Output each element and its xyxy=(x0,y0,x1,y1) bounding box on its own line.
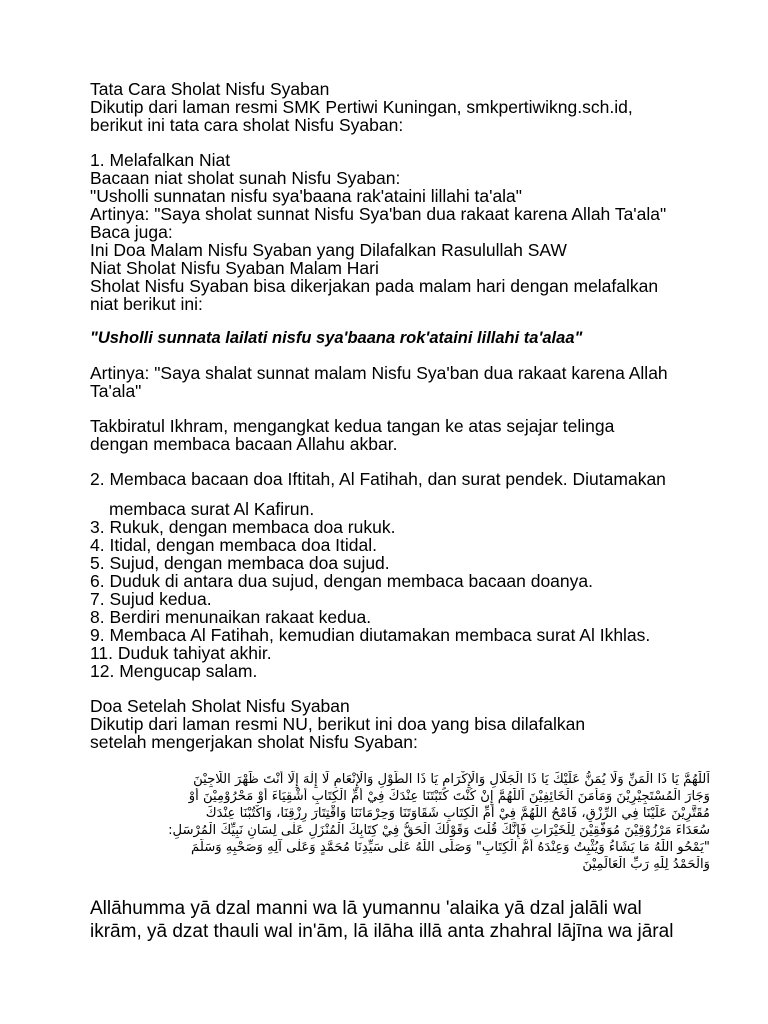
step-item: 9. Membaca Al Fatihah, kemudian diutamakan membaca surat Al Ikhlas. xyxy=(90,625,651,645)
step-item: 12. Mengucap salam. xyxy=(90,661,258,681)
arabic-line: "يَمْحُو اللّٰهُ مَا يَشَاءُ وَيُثْبِتُ وَعِنْدَهُ أُمُّ الْكِتَابِ" وَصَلَّى اللّٰهُ عَلٰى سَيِّدِنَا مُحَمَّدٍ وَعَلٰى آلِهِ وَصَحْبِهِ وَسَلَّمَ xyxy=(191,840,710,855)
step-item: 3. Rukuk, dengan membaca doa rukuk. xyxy=(90,517,396,537)
paragraph-line: Sholat Nisfu Syaban bisa dikerjakan pada malam hari dengan melafalkan xyxy=(90,276,659,296)
arabic-line: مُقَتَّرِيْنَ عَلَيْنَا فِي الرِّزْقِ، فَامْحُ اللّٰهُمَّ فِيْ أُمِّ الْكِتَابِ شَقَاوَتَنَا وَحِرْمَانَنَا وَاقْتِتَارَ رِزْقِنَا، وَاكْتُبْنَا عِنْدَكَ xyxy=(205,806,710,821)
step-item: 5. Sujud, dengan membaca doa sujud. xyxy=(90,553,390,573)
paragraph-line: Ta'ala" xyxy=(90,381,142,401)
arabic-prayer-text xyxy=(90,771,710,873)
niat-italic-text: "Usholli sunnata lailati nisfu sya'baana rok'ataini lillahi ta'alaa" xyxy=(90,329,583,347)
section-title-doa: Doa Setelah Sholat Nisfu Syaban xyxy=(90,696,350,716)
intro-text: Dikutip dari laman resmi SMK Pertiwi Kuningan, smkpertiwikng.sch.id, xyxy=(90,97,633,117)
paragraph-line: niat berikut ini: xyxy=(90,294,203,314)
step-item: 8. Berdiri menunaikan rakaat kedua. xyxy=(90,607,372,627)
arabic-line: وَجَارَ الْمُسْتَجِيْرِيْنَ وَمَأْمَنَ الْخَائِفِيْنَ اَللّٰهُمَّ إِنْ كُنْتَ كَتَبْتَنَا عِنْدَكَ فِيْ أُمِّ الْكِتَابِ أَشْقِيَاءَ أَوْ مَحْرُوْمِيْنَ أَوْ xyxy=(188,789,710,804)
paragraph-line: Baca juga: xyxy=(90,222,173,242)
paragraph-line: "Usholli sunnatan nisfu sya'baana rak'ataini lillahi ta'ala" xyxy=(90,186,523,206)
document-page xyxy=(90,80,730,943)
arabic-line: وَالْحَمْدُ لِلّٰهِ رَبِّ الْعَالَمِيْنَ xyxy=(582,857,710,872)
arabic-line: سُعَدَاءَ مَرْزُوْقِيْنَ مُوَفَّقِيْنَ لِلْخَيْرَاتِ فَإِنَّكَ قُلْتَ وَقَوْلُكَ الْحَقُّ فِيْ كِتَابِكَ الْمُنْزَلِ عَلٰى لِسَانِ نَبِيِّكَ الْمُرْسَلِ: xyxy=(168,823,710,838)
paragraph-line: Bacaan niat sholat sunah Nisfu Syaban: xyxy=(90,168,401,188)
intro-text: Dikutip dari laman resmi NU, berikut ini doa yang bisa dilafalkan xyxy=(90,714,586,734)
section-title-tata-cara: Tata Cara Sholat Nisfu Syaban xyxy=(90,79,330,99)
intro-text: setelah mengerjakan sholat Nisfu Syaban: xyxy=(90,732,418,752)
paragraph-line: Artinya: "Saya shalat sunnat malam Nisfu Sya'ban dua rakaat karena Allah xyxy=(90,363,668,383)
intro-text: berikut ini tata cara sholat Nisfu Syaban: xyxy=(90,115,404,135)
latin-transliteration: ikrām, yā dzat thauli wal in'ām, lā ilāha illā anta zhahral lājīna wa jāral xyxy=(90,921,674,942)
paragraph-line: dengan membaca bacaan Allahu akbar. xyxy=(90,434,398,454)
step-item: 2. Membaca bacaan doa Iftitah, Al Fatihah, dan surat pendek. Diutamakan xyxy=(90,469,666,489)
step-item: 4. Itidal, dengan membaca doa Itidal. xyxy=(90,535,377,555)
step-item: 7. Sujud kedua. xyxy=(90,589,212,609)
step-item: 11. Duduk tahiyat akhir. xyxy=(90,643,272,663)
paragraph-line: Takbiratul Ikhram, mengangkat kedua tangan ke atas sejajar telinga xyxy=(90,416,615,436)
step-item: 6. Duduk di antara dua sujud, dengan membaca bacaan doanya. xyxy=(90,571,593,591)
step-item-continuation: membaca surat Al Kafirun. xyxy=(109,499,315,519)
latin-transliteration: Allāhumma yā dzal manni wa lā yumannu 'alaika yā dzal jalāli wal xyxy=(90,898,642,919)
paragraph-line: Artinya: "Saya sholat sunnat Nisfu Sya'ban dua rakaat karena Allah Ta'ala" xyxy=(90,204,667,224)
step-heading: 1. Melafalkan Niat xyxy=(90,150,231,170)
arabic-line: اَللّٰهُمَّ يَا ذَا الْمَنِّ وَلَا يُمَنُّ عَلَيْكَ يَا ذَا الْجَلَالِ وَالْإِكْرَامِ يَا ذَا الطَّوْلِ وَالْإِنْعَامِ لَا إِلٰهَ إِلَّا أَنْتَ ظَهْرَ اللَّاجِيْنَ xyxy=(193,772,710,787)
related-link-text: Ini Doa Malam Nisfu Syaban yang Dilafalkan Rasulullah SAW xyxy=(90,240,567,260)
related-link-text: Niat Sholat Nisfu Syaban Malam Hari xyxy=(90,258,379,278)
